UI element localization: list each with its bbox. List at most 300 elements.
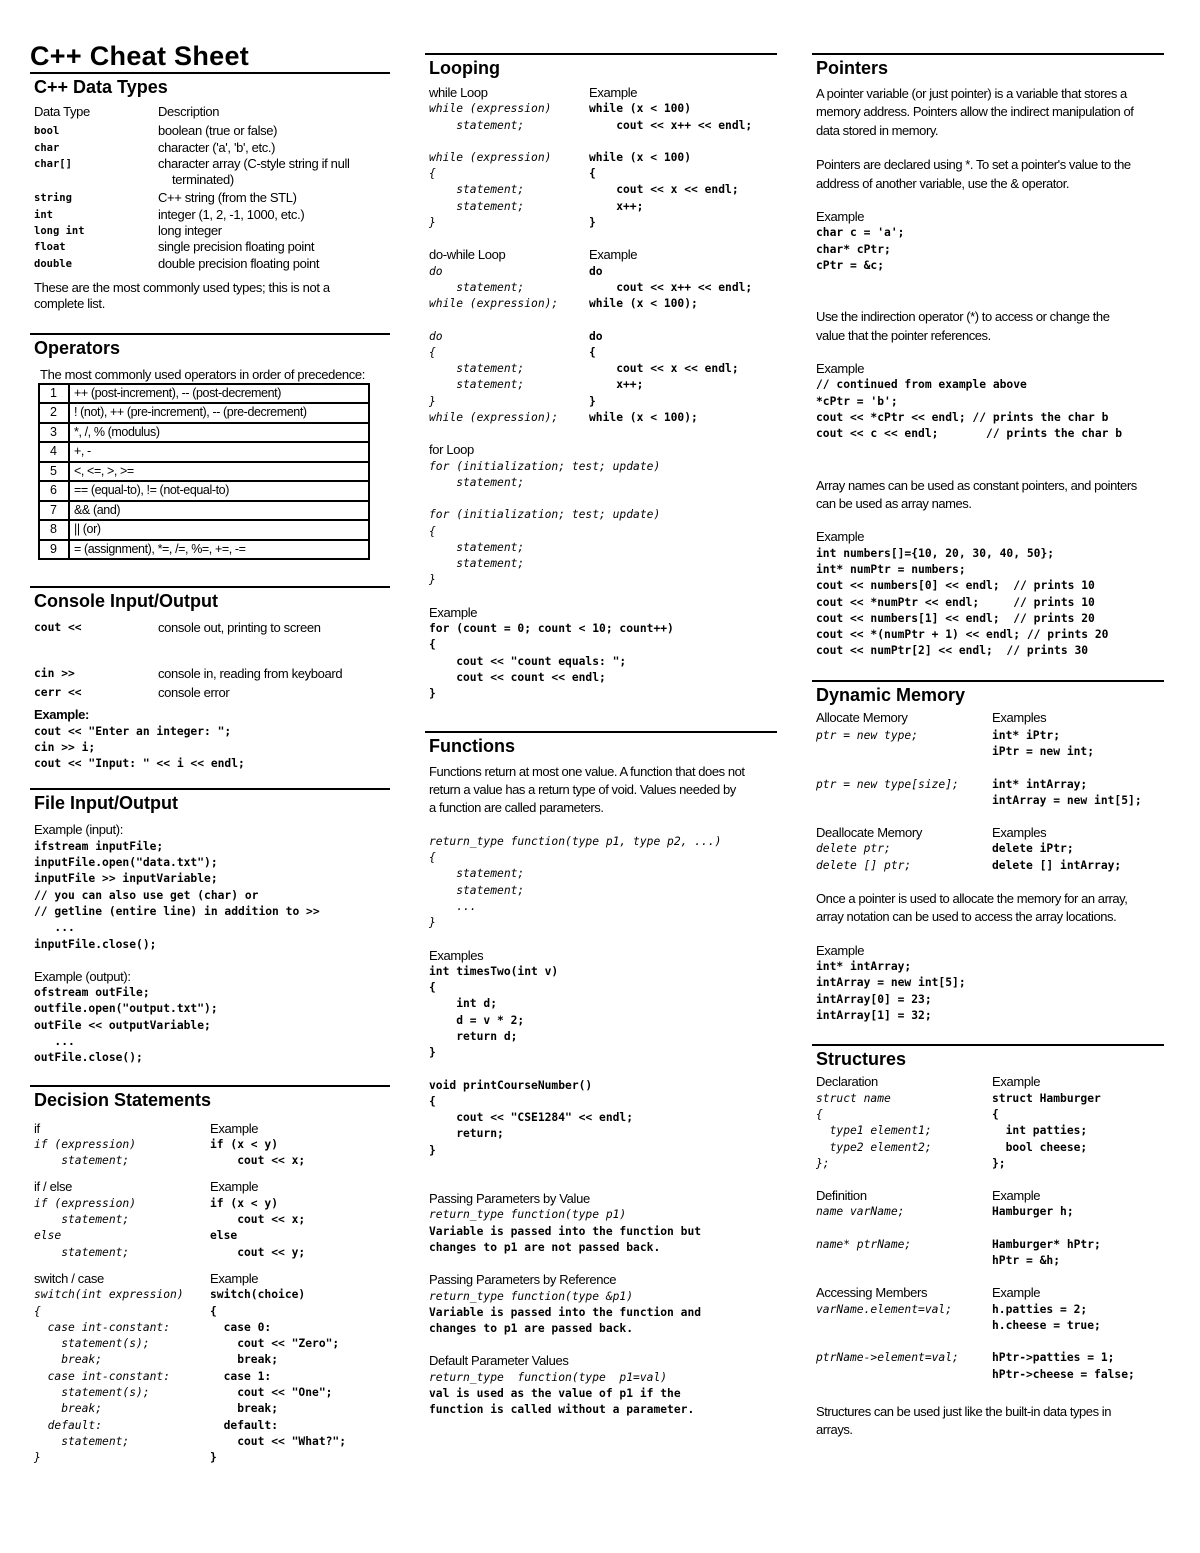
code-line: statement;: [429, 362, 525, 376]
description-line: character array (C-style string if null: [158, 155, 350, 171]
label: Example: [992, 1188, 1041, 1204]
paragraph: [816, 890, 1160, 927]
code-line: *cPtr = 'b';: [816, 394, 898, 408]
precedence-number: 8: [39, 520, 69, 540]
data-type-row: [34, 256, 386, 272]
code-line: cout << "CSE1284" << endl;: [429, 1111, 634, 1125]
code-line: cout << x++ << endl;: [589, 118, 753, 132]
code-block: [34, 1287, 210, 1466]
description-line: long integer: [158, 223, 222, 239]
label: Example: [210, 1270, 259, 1286]
code-block: [816, 377, 1160, 442]
operator-description: = (assignment), *=, /=, %=, +=, -=: [69, 540, 369, 560]
section-dynamic-memory: [812, 680, 1164, 1045]
paragraph: [429, 763, 773, 818]
code-line: {: [429, 167, 436, 181]
code-line: statement;: [34, 1154, 130, 1168]
data-type-name: int: [34, 208, 53, 221]
section-functions: [425, 731, 777, 1419]
precedence-number: 4: [39, 442, 69, 462]
code-line: intArray = new int[5];: [816, 976, 966, 990]
code-line: case 0:: [210, 1320, 272, 1334]
code-line: switch(int expression): [34, 1288, 184, 1302]
code-line: };: [816, 1156, 830, 1170]
label: Deallocate Memory: [816, 825, 923, 841]
code-line: d = v * 2;: [429, 1013, 525, 1027]
section-heading: Structures: [816, 1049, 907, 1070]
code-line: for (count = 0; count < 10; count++): [429, 622, 674, 636]
code-line: changes to p1 are passed back.: [429, 1322, 634, 1336]
code-text: return_type function(type p1): [429, 1208, 627, 1222]
code-line: statement;: [34, 1434, 130, 1448]
operator-row: [39, 481, 369, 501]
code-line: cout << numPtr[2] << endl; // prints 30: [816, 644, 1089, 658]
operator-row: [39, 423, 369, 443]
data-type-name: double: [34, 257, 72, 270]
code-line: delete [] intArray;: [992, 858, 1122, 872]
text-line: Structures can be used just like the built-in data types in: [816, 1403, 1112, 1419]
data-type-row: [34, 156, 386, 189]
description-line: single precision floating point: [158, 239, 315, 255]
code-line: {: [429, 638, 436, 652]
code-line: inputFile >> inputVariable;: [34, 872, 218, 886]
label: while Loop: [429, 85, 488, 100]
data-type-list: [34, 123, 386, 272]
paragraph: [816, 156, 1160, 193]
data-type-row: [34, 140, 386, 156]
code-line: inputFile.open("data.txt");: [34, 856, 218, 870]
code-block: [429, 964, 773, 1062]
code-text: varName.element=val;: [816, 1302, 953, 1316]
text-line: address of another variable, use the & operator.: [816, 175, 1070, 191]
note-text: These are the most commonly used types; this is not a: [34, 279, 330, 295]
code-text: name varName;: [816, 1205, 905, 1219]
code-block: [429, 150, 589, 231]
code-line: cout << "Input: " << i << endl;: [34, 757, 245, 771]
code-line: {: [429, 851, 436, 865]
data-type-row: [34, 239, 386, 255]
intro-text: The most commonly used operators in order of precedence:: [40, 366, 366, 382]
code-block: [429, 507, 773, 588]
code-line: cout << c << endl; // prints the char b: [816, 427, 1123, 441]
description-line: double precision floating point: [158, 255, 320, 271]
code-line: while (expression);: [429, 411, 559, 425]
code-text: ptr = new type[size];: [816, 777, 959, 791]
code-text: return_type function(type &p1): [429, 1289, 634, 1303]
column-header: Description: [158, 104, 220, 119]
code-line: if (expression): [34, 1137, 137, 1151]
text-line: can be used as array names.: [816, 495, 972, 511]
code-line: struct Hamburger: [992, 1091, 1101, 1105]
code-block: [992, 1091, 1101, 1172]
code-line: cout << x++ << endl;: [589, 280, 753, 294]
operator-description: <, <=, >, >=: [69, 462, 369, 482]
code-line: int* intArray;: [992, 777, 1088, 791]
code-line: for (initialization; test; update): [429, 508, 661, 522]
code-block: [34, 724, 386, 773]
data-type-name: bool: [34, 125, 60, 138]
code-block: [429, 1386, 773, 1419]
code-line: while (x < 100);: [589, 411, 698, 425]
code-line: while (expression);: [429, 297, 559, 311]
code-line: int* intArray;: [816, 960, 912, 974]
text-line: Functions return at most one value. A function that does not: [429, 763, 745, 779]
code-line: return d;: [429, 1029, 518, 1043]
code-block: [429, 329, 589, 427]
operator-description: ! (not), ++ (pre-increment), -- (pre-decrement): [69, 403, 369, 423]
code-line: x++;: [589, 199, 644, 213]
desc-text: console error: [158, 684, 230, 700]
code-line: cout << x;: [210, 1213, 306, 1227]
data-type-description: [158, 223, 222, 239]
code-block: [816, 841, 992, 874]
code-block: [816, 1091, 992, 1172]
data-type-description: [158, 190, 297, 206]
code-line: iPtr = new int;: [992, 745, 1095, 759]
code-line: }: [429, 1143, 436, 1157]
code-line: cout << *(numPtr + 1) << endl; // prints 20: [816, 628, 1109, 642]
data-type-name: long int: [34, 225, 85, 238]
code-line: char* cPtr;: [816, 242, 891, 256]
label: Example: [210, 1120, 259, 1136]
section-heading: Console Input/Output: [34, 591, 218, 612]
code-line: }: [429, 687, 436, 701]
paragraph: [816, 1403, 1160, 1440]
code-line: case 1:: [210, 1369, 272, 1383]
example-label: Example (input):: [34, 822, 124, 838]
section-data-types: [30, 72, 390, 333]
code-line: intArray[1] = 32;: [816, 1009, 932, 1023]
code-line: cout << y;: [210, 1245, 306, 1259]
label: Example: [816, 209, 865, 225]
code-block: [429, 1305, 773, 1338]
label: Default Parameter Values: [429, 1353, 569, 1369]
code-line: cin >> i;: [34, 740, 96, 754]
operator-description: +, -: [69, 442, 369, 462]
label: Example: [992, 1285, 1041, 1301]
column-right: [812, 53, 1164, 1440]
code-line: function is called without a parameter.: [429, 1403, 695, 1417]
operator-description: *, /, % (modulus): [69, 423, 369, 443]
code-line: h.cheese = true;: [992, 1318, 1101, 1332]
code-line: // getline (entire line) in addition to >>: [34, 904, 320, 918]
section-pointers: [812, 53, 1164, 680]
description-line: integer (1, 2, -1, 1000, etc.): [158, 206, 305, 222]
code-line: {: [429, 981, 436, 995]
text-line: Array names can be used as constant pointers, and pointers: [816, 477, 1137, 493]
code-line: delete ptr;: [816, 842, 891, 856]
code-line: }: [589, 394, 596, 408]
label: switch / case: [34, 1270, 104, 1286]
code-line: while (x < 100): [589, 102, 692, 116]
operator-row: [39, 501, 369, 521]
code-line: }: [34, 1451, 41, 1465]
data-type-row: [34, 123, 386, 139]
description-line: terminated): [172, 172, 234, 188]
code-line: int patties;: [992, 1124, 1088, 1138]
operator-row: [39, 403, 369, 423]
code-block: [34, 1137, 210, 1170]
code-line: return;: [429, 1127, 504, 1141]
code-line: {: [589, 167, 596, 181]
label: Example: [589, 85, 638, 100]
column-middle: [425, 53, 777, 1419]
code-block: [429, 834, 773, 932]
precedence-number: 7: [39, 501, 69, 521]
code-line: }: [429, 916, 436, 930]
code-line: ...: [34, 1035, 75, 1048]
code-line: h.patties = 2;: [992, 1302, 1088, 1316]
operator-row: [39, 540, 369, 560]
section-file-io: [30, 788, 390, 1084]
section-heading: Decision Statements: [34, 1089, 212, 1110]
code-line: }: [210, 1451, 217, 1465]
code-line: while (expression): [429, 102, 552, 116]
code-line: }: [429, 573, 436, 587]
code-line: int d;: [429, 997, 498, 1011]
example-label: Example:: [34, 707, 90, 723]
code-line: while (x < 100);: [589, 297, 698, 311]
section-console-io: [30, 586, 390, 788]
page-title: C++ Cheat Sheet: [30, 41, 250, 71]
section-decision: [30, 1085, 390, 1467]
code-block: [429, 459, 773, 492]
label: if: [34, 1120, 40, 1136]
code-line: default:: [34, 1418, 103, 1432]
code-text: cerr <<: [34, 685, 82, 699]
paragraph: [816, 477, 1160, 514]
code-line: delete [] ptr;: [816, 858, 912, 872]
text-line: return a value has a return type of void. Values needed by: [429, 781, 736, 797]
code-line: cPtr = &c;: [816, 258, 885, 272]
text-line: array notation can be used to access the array locations.: [816, 909, 1117, 925]
code-line: if (x < y): [210, 1137, 279, 1151]
text-line: data stored in memory.: [816, 122, 939, 138]
code-text: Hamburger h;: [992, 1205, 1074, 1219]
code-block: [429, 101, 589, 134]
code-block: [992, 777, 1142, 810]
code-line: cout << numbers[0] << endl; // prints 10: [816, 579, 1095, 593]
code-block: [429, 621, 773, 702]
operator-row: [39, 442, 369, 462]
code-text: ptrName->element=val;: [816, 1351, 959, 1365]
code-block: [429, 264, 589, 313]
code-line: intArray[0] = 23;: [816, 992, 932, 1006]
precedence-number: 5: [39, 462, 69, 482]
precedence-number: 9: [39, 540, 69, 560]
code-block: [816, 959, 1160, 1024]
label: if / else: [34, 1179, 73, 1195]
data-type-description: [158, 123, 277, 139]
code-line: else: [210, 1229, 238, 1243]
operator-row: [39, 462, 369, 482]
code-block: [429, 1224, 773, 1257]
code-block: [34, 985, 386, 1066]
code-line: char c = 'a';: [816, 226, 905, 240]
code-block: [816, 225, 1160, 274]
code-line: cout << "What?";: [210, 1434, 347, 1448]
code-block: [34, 1196, 210, 1261]
text-line: Pointers are declared using *. To set a pointer's value to the: [816, 157, 1131, 173]
code-line: cout << "Enter an integer: ";: [34, 724, 232, 738]
precedence-number: 6: [39, 481, 69, 501]
code-line: statement;: [429, 199, 525, 213]
code-line: statement(s);: [34, 1337, 150, 1351]
code-block: [992, 1350, 1135, 1383]
data-type-description: [158, 256, 319, 272]
code-line: do: [589, 264, 603, 278]
section-heading: Dynamic Memory: [816, 684, 966, 705]
code-block: [210, 1196, 305, 1261]
data-type-name: float: [34, 241, 66, 254]
column-header: Data Type: [34, 104, 90, 119]
data-type-description: [158, 156, 350, 189]
code-line: do: [429, 329, 443, 343]
data-type-name: char: [34, 141, 60, 154]
code-line: }: [429, 216, 436, 230]
data-type-name: char[]: [34, 157, 72, 170]
label: Definition: [816, 1188, 867, 1204]
section-looping: [425, 53, 777, 731]
precedence-number: 1: [39, 384, 69, 404]
label: Example: [816, 529, 865, 545]
data-type-description: [158, 140, 275, 156]
data-type-row: [34, 207, 386, 223]
code-line: if (x < y): [210, 1196, 279, 1210]
code-line: {: [429, 524, 436, 538]
text-line: value that the pointer references.: [816, 327, 991, 343]
section-operators: [30, 333, 390, 587]
code-line: // continued from example above: [816, 378, 1027, 392]
operator-description: && (and): [69, 501, 369, 521]
code-line: else: [34, 1229, 62, 1243]
desc-text: console in, reading from keyboard: [158, 665, 343, 681]
code-line: cout << *numPtr << endl; // prints 10: [816, 595, 1095, 609]
label: do-while Loop: [429, 247, 506, 263]
label: Example: [816, 942, 865, 958]
code-line: ...: [34, 921, 75, 935]
code-line: cout << *cPtr << endl; // prints the char b: [816, 410, 1109, 424]
label: Examples: [992, 825, 1047, 841]
label: Example: [210, 1179, 259, 1195]
code-line: Variable is passed into the function and: [429, 1305, 702, 1319]
code-line: struct name: [816, 1091, 891, 1105]
code-line: if (expression): [34, 1196, 137, 1210]
operator-precedence-table: [38, 383, 370, 561]
code-line: for (initialization; test; update): [429, 459, 661, 473]
code-line: statement;: [429, 280, 525, 294]
code-line: }: [429, 394, 436, 408]
code-line: {: [816, 1107, 823, 1121]
operator-row: [39, 384, 369, 404]
text-line: Once a pointer is used to allocate the memory for an array,: [816, 891, 1128, 907]
code-line: cout << count << endl;: [429, 670, 606, 684]
code-line: case int-constant:: [34, 1320, 171, 1334]
code-line: intArray = new int[5];: [992, 793, 1142, 807]
code-line: ifstream inputFile;: [34, 839, 164, 853]
code-line: x++;: [589, 378, 644, 392]
label: Examples: [429, 947, 484, 963]
description-line: character ('a', 'b', etc.): [158, 139, 276, 155]
code-line: while (x < 100): [589, 150, 692, 164]
section-heading: Pointers: [816, 58, 889, 78]
code-block: [589, 264, 752, 313]
code-line: hPtr->cheese = false;: [992, 1367, 1135, 1381]
operator-description: ++ (post-increment), -- (post-decrement): [69, 384, 369, 404]
code-block: [992, 728, 1094, 761]
code-block: [816, 546, 1160, 660]
code-line: {: [429, 1094, 436, 1108]
code-line: {: [992, 1107, 999, 1121]
code-line: // you can also use get (char) or: [34, 888, 259, 902]
code-line: changes to p1 are not passed back.: [429, 1240, 661, 1254]
code-line: cout << x << endl;: [589, 362, 739, 376]
code-line: break;: [34, 1402, 103, 1416]
description-line: boolean (true or false): [158, 123, 278, 139]
code-line: statement;: [34, 1213, 130, 1227]
paragraph: [816, 85, 1160, 140]
label: Accessing Members: [816, 1285, 928, 1301]
description-line: C++ string (from the STL): [158, 190, 297, 206]
text-line: memory address. Pointers allow the indirect manipulation of: [816, 104, 1134, 120]
code-line: int* iPtr;: [992, 729, 1061, 742]
code-line: cout << "count equals: ";: [429, 654, 627, 668]
code-block: [210, 1137, 305, 1170]
code-line: break;: [210, 1402, 279, 1416]
example-label: Example (output):: [34, 968, 131, 984]
code-line: statement;: [429, 378, 525, 392]
desc-text: console out, printing to screen: [158, 620, 321, 636]
code-line: hPtr = &h;: [992, 1254, 1061, 1268]
section-heading: Functions: [429, 735, 515, 756]
label: Example: [589, 247, 638, 263]
code-line: };: [992, 1156, 1006, 1170]
label: Examples: [992, 709, 1047, 725]
section-heading: File Input/Output: [34, 793, 178, 814]
code-line: statement;: [429, 867, 525, 881]
column-left: [30, 40, 390, 1467]
code-line: cout << x;: [210, 1154, 306, 1168]
code-line: statement;: [429, 118, 525, 132]
precedence-number: 3: [39, 423, 69, 443]
code-line: break;: [210, 1353, 279, 1367]
text-line: a function are called parameters.: [429, 800, 604, 816]
code-block: [992, 841, 1121, 874]
code-line: statement;: [34, 1245, 130, 1259]
text-line: arrays.: [816, 1422, 853, 1438]
code-line: while (expression): [429, 150, 552, 164]
code-line: ...: [429, 899, 477, 913]
code-line: cout << x << endl;: [589, 183, 739, 197]
code-line: }: [429, 1046, 436, 1060]
code-line: Hamburger* hPtr;: [992, 1237, 1101, 1251]
code-line: cout << "One";: [210, 1386, 333, 1400]
code-text: return_type function(type p1=val): [429, 1370, 668, 1384]
code-line: statement;: [429, 183, 525, 197]
code-line: {: [34, 1304, 41, 1318]
code-line: outFile << outputVariable;: [34, 1018, 211, 1032]
code-block: [210, 1287, 346, 1466]
code-line: outFile.close();: [34, 1051, 143, 1065]
code-line: statement;: [429, 883, 525, 897]
precedence-number: 2: [39, 403, 69, 423]
code-line: int* numPtr = numbers;: [816, 562, 966, 576]
code-line: delete iPtr;: [992, 842, 1074, 856]
code-line: return_type function(type p1, type p2, ...): [429, 834, 722, 848]
code-block: [992, 1302, 1101, 1335]
text-line: A pointer variable (or just pointer) is a variable that stores a: [816, 86, 1127, 101]
paragraph: [816, 308, 1160, 345]
